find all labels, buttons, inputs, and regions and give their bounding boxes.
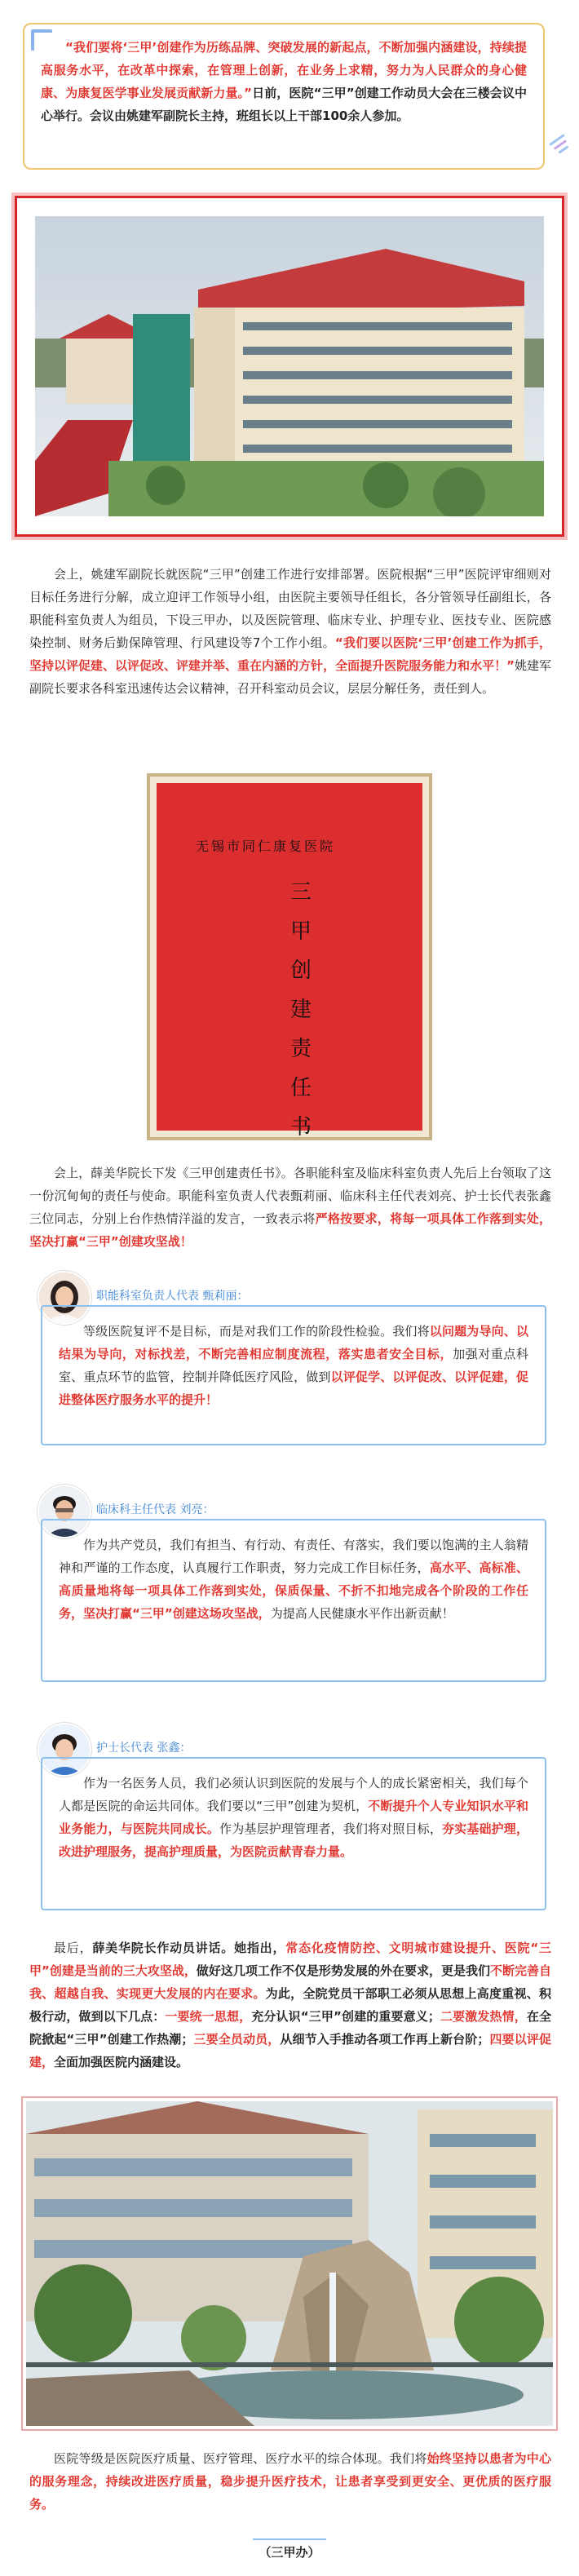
- corner-stripes-icon: [545, 129, 572, 155]
- speaker-1-text-2: 加强对重点科室、重点环节的监管，控制并降低医疗风险，做到: [59, 1347, 528, 1384]
- paragraph-responsibility: [29, 1162, 551, 1253]
- para3-s1: 最后，: [54, 1941, 93, 1955]
- paragraph-deployment: [29, 563, 551, 700]
- paragraph-mobilization: [29, 1936, 551, 2074]
- speaker-3-highlight: 不断提升个人专业知识水平和业务能力，与医院共同成长。: [59, 1799, 528, 1836]
- intro-highlight: “我们要将‘三甲’创建作为历练品牌、突破发展的新起点，不断加强内涵建设，持续提高服务水平，在改革中探索，在管理上创新，在业务上求精，努力为人民群众的身心健康、为康复医学事业发展贡献新力量。”: [41, 40, 527, 100]
- building-photo-frame: [15, 196, 564, 537]
- speaker-2-speech: [59, 1534, 528, 1625]
- speaker-3-text: 作为一名医务人员，我们必须认识到医院的发展与个人的成长紧密相关，我们每个人都是医院的命运共同体。我们要以“三甲”创建为契机，: [59, 1776, 528, 1813]
- para3-s6: 为此，全院党员干部职工必须从思想上高度重视、积极行动，做到以下几点：: [29, 1986, 551, 2024]
- para3-s7: 一要统一思想，: [165, 2009, 252, 2024]
- speaker-2-card: [41, 1519, 546, 1682]
- responsibility-document: [147, 773, 432, 1140]
- speaker-1-highlight-2: 以评促学、以评促改、以评促建，促进整体医疗服务水平的提升！: [59, 1370, 528, 1407]
- para3-s5: 不断完善自我、超越自我、实现更大发展的内在要求。: [29, 1963, 551, 2001]
- article-source: （三甲办）: [259, 2545, 320, 2560]
- speaker-3-speech: [59, 1772, 528, 1863]
- garden-photo-frame: [21, 2096, 558, 2431]
- hospital-garden-photo: [26, 2101, 553, 2426]
- speaker-2-text: 作为共产党员，我们有担当、有行动、有责任、有落实，我们要以饱满的主人翁精神和严谨的工作态度，认真履行工作职责，努力完成工作目标任务，: [59, 1538, 528, 1575]
- speaker-2-role: 临床科主任代表 刘亮：: [96, 1503, 214, 1516]
- intro-paragraph: [41, 36, 527, 127]
- speaker-3-highlight-2: 夯实基础护理，改进护理服务，提高护理质量，为医院贡献青春力量。: [59, 1821, 528, 1859]
- document-red-cover: [157, 783, 422, 1140]
- para3-s10: 在全院掀起“三甲”创建工作热潮；: [29, 2009, 551, 2047]
- para3-s4: 做好这几项工作不仅是形势发展的外在要求，更是我们: [196, 1963, 490, 1978]
- speaker-1-text: 等级医院复评不是目标，而是对我们工作的阶段性检验。我们将: [83, 1324, 430, 1339]
- para3-s11: 三要全员动员，: [193, 2032, 281, 2047]
- speaker-2-highlight: 高水平、高标准、高质量地将每一项具体工作落到实处，保质保量、不折不扣地完成各个阶段的工作任务，坚决打赢“三甲”创建这场攻坚战，: [59, 1560, 528, 1621]
- para2-text: 会上，薛美华院长下发《三甲创建责任书》。各职能科室及临床科室负责人先后上台领取了这一份沉甸甸的责任与使命。职能科室负责人代表甄莉丽、临床科主任代表刘亮、护士长代表张鑫三位同志，分别上台作热情洋溢的发言，一致表示将: [29, 1166, 551, 1226]
- speaker-3-text-2: 作为基层护理管理者，我们将对照目标，: [219, 1821, 442, 1836]
- para1-text-end: 姚建军副院长要求各科室迅速传达会议精神，召开科室动员会议，层层分解任务，责任到人。: [29, 658, 551, 696]
- para1-highlight: “我们要以医院‘三甲’创建工作为抓手，坚持以评促建、以评促改、评建并举、重在内涵的方针，全面提升医院服务能力和水平！”: [29, 635, 551, 673]
- speaker-1-highlight: 以问题为导向、以结果为导向，对标找差，不断完善相应制度流程，落实患者安全目标，: [59, 1324, 528, 1361]
- para2-highlight: 严格按要求，将每一项具体工作落到实处，坚决打赢“三甲”创建攻坚战！: [29, 1211, 551, 1249]
- intro-text: 日前，医院“三甲”创建工作动员大会在三楼会议中心举行。会议由姚建军副院长主持，班组长以上干部100余人参加。: [41, 86, 527, 123]
- speaker-3-card: [41, 1757, 546, 1910]
- para3-s12: 从细节入手推动各项工作再上新台阶；: [280, 2032, 490, 2047]
- para3-s2: 薛美华院长作动员讲话。她指出，: [92, 1941, 286, 1955]
- para3-s13: 四要以评促建，: [29, 2032, 551, 2069]
- para4-highlight: 始终坚持以患者为中心的服务理念，持续改进医疗质量，稳步提升医疗技术，让患者享受到更安全、更优质的医疗服务。: [29, 2451, 551, 2512]
- garden-illustration: [26, 2101, 553, 2426]
- intro-quote-box: [23, 23, 545, 170]
- document-hospital-name: 无锡市同仁康复医院: [196, 839, 336, 854]
- para1-text: 会上，姚建军副院长就医院“三甲”创建工作进行安排部署。医院根据“三甲”医院评审细则对目标任务进行分解，成立迎评工作领导小组，由医院主要领导任组长，各分管领导任副组长，各职能科室负责人为组员，下设三甲办，以及医院管理、临床专业、护理专业、医技专业、医院感染控制、财务后勤保障管理、行风建设等7个工作小组。: [29, 567, 551, 650]
- para3-s14: 全面加强医院内涵建设。: [54, 2055, 189, 2069]
- para3-s8: 充分认识“三甲”创建的重要意义；: [251, 2009, 440, 2024]
- hospital-building-illustration: [35, 216, 544, 516]
- document-title: 三甲创建责任书: [290, 880, 312, 1140]
- para3-s9: 二要激发热情，: [440, 2009, 527, 2024]
- quote-mark-icon: [31, 29, 52, 51]
- speaker-1-role: 职能科室负责人代表 甄莉丽：: [96, 1290, 249, 1303]
- para4-text: 医院等级是医院医疗质量、医疗管理、医疗水平的综合体现。我们将: [54, 2451, 427, 2466]
- paragraph-conclusion: [29, 2447, 551, 2516]
- speaker-3-role: 护士长代表 张鑫：: [96, 1742, 192, 1755]
- speaker-1-card: [41, 1305, 546, 1445]
- speaker-2-text-2: 为提高人民健康水平作出新贡献！: [270, 1606, 454, 1621]
- hospital-building-photo: [35, 216, 544, 516]
- ending-divider: [253, 2538, 326, 2540]
- para3-s3: 常态化疫情防控、文明城市建设提升、医院“三甲”创建是当前的三大攻坚战，: [29, 1941, 551, 1978]
- speaker-1-speech: [59, 1320, 528, 1411]
